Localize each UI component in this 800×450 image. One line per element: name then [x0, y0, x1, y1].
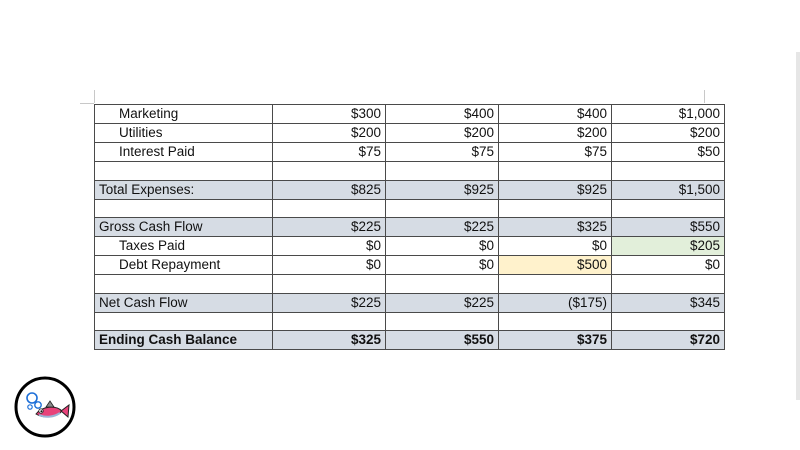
value-cell[interactable]: $0 — [273, 237, 386, 256]
table-row — [95, 199, 725, 218]
table-row — [95, 293, 725, 312]
row-label-cell[interactable] — [95, 312, 273, 331]
value-cell[interactable]: $75 — [273, 143, 386, 162]
row-label-cell[interactable]: Gross Cash Flow — [95, 218, 273, 237]
value-cell[interactable]: $75 — [499, 143, 612, 162]
row-label-cell[interactable]: Utilities — [95, 124, 273, 143]
value-cell[interactable]: $225 — [386, 293, 499, 312]
value-cell[interactable] — [499, 312, 612, 331]
value-cell[interactable]: $325 — [273, 331, 386, 350]
table-row — [95, 256, 725, 275]
value-cell[interactable]: $0 — [273, 256, 386, 275]
value-cell[interactable] — [273, 312, 386, 331]
value-cell[interactable]: $0 — [499, 237, 612, 256]
value-cell[interactable]: $50 — [612, 143, 725, 162]
value-cell[interactable]: $400 — [499, 105, 612, 124]
value-cell[interactable]: $200 — [273, 124, 386, 143]
value-cell[interactable]: $375 — [499, 331, 612, 350]
margin-guide-mark — [704, 90, 705, 103]
row-label-cell[interactable]: Marketing — [95, 105, 273, 124]
value-cell[interactable]: $0 — [386, 237, 499, 256]
value-cell[interactable] — [273, 162, 386, 181]
value-cell[interactable]: $225 — [273, 218, 386, 237]
value-cell[interactable]: $0 — [612, 256, 725, 275]
row-label-cell[interactable] — [95, 275, 273, 294]
value-cell[interactable]: $300 — [273, 105, 386, 124]
value-cell[interactable]: $225 — [273, 293, 386, 312]
table-row — [95, 143, 725, 162]
fish-mascot-icon — [14, 376, 76, 438]
table-row — [95, 275, 725, 294]
table-row — [95, 162, 725, 181]
cash-flow-table — [94, 104, 725, 350]
value-cell[interactable]: $1,500 — [612, 180, 725, 199]
value-cell[interactable]: $345 — [612, 293, 725, 312]
table-row — [95, 331, 725, 350]
value-cell[interactable] — [499, 275, 612, 294]
value-cell[interactable] — [386, 312, 499, 331]
row-label-cell[interactable]: Debt Repayment — [95, 256, 273, 275]
value-cell[interactable]: $550 — [612, 218, 725, 237]
table-row — [95, 180, 725, 199]
value-cell[interactable]: $200 — [499, 124, 612, 143]
value-cell[interactable] — [612, 162, 725, 181]
value-cell[interactable]: $550 — [386, 331, 499, 350]
value-cell[interactable]: $325 — [499, 218, 612, 237]
row-label-cell[interactable] — [95, 162, 273, 181]
row-label-cell[interactable]: Total Expenses: — [95, 180, 273, 199]
value-cell[interactable]: $75 — [386, 143, 499, 162]
value-cell[interactable]: $825 — [273, 180, 386, 199]
table-row — [95, 237, 725, 256]
value-cell[interactable]: ($175) — [499, 293, 612, 312]
value-cell[interactable]: $205 — [612, 237, 725, 256]
vertical-scrollbar[interactable] — [796, 52, 800, 400]
row-label-cell[interactable]: Net Cash Flow — [95, 293, 273, 312]
margin-guide-mark — [80, 103, 94, 104]
value-cell[interactable] — [612, 312, 725, 331]
value-cell[interactable]: $720 — [612, 331, 725, 350]
value-cell[interactable] — [612, 275, 725, 294]
table-row — [95, 218, 725, 237]
value-cell[interactable] — [386, 199, 499, 218]
row-label-cell[interactable]: Interest Paid — [95, 143, 273, 162]
row-label-cell[interactable] — [95, 199, 273, 218]
value-cell[interactable] — [499, 162, 612, 181]
value-cell[interactable]: $500 — [499, 256, 612, 275]
table-row — [95, 105, 725, 124]
value-cell[interactable] — [386, 275, 499, 294]
value-cell[interactable]: $200 — [612, 124, 725, 143]
value-cell[interactable]: $0 — [386, 256, 499, 275]
value-cell[interactable]: $925 — [386, 180, 499, 199]
margin-guide-mark — [94, 90, 95, 103]
table-row — [95, 312, 725, 331]
value-cell[interactable] — [612, 199, 725, 218]
value-cell[interactable]: $200 — [386, 124, 499, 143]
value-cell[interactable]: $1,000 — [612, 105, 725, 124]
table-row — [95, 124, 725, 143]
row-label-cell[interactable]: Taxes Paid — [95, 237, 273, 256]
value-cell[interactable]: $400 — [386, 105, 499, 124]
value-cell[interactable]: $925 — [499, 180, 612, 199]
row-label-cell[interactable]: Ending Cash Balance — [95, 331, 273, 350]
value-cell[interactable] — [386, 162, 499, 181]
value-cell[interactable]: $225 — [386, 218, 499, 237]
value-cell[interactable] — [273, 199, 386, 218]
value-cell[interactable] — [499, 199, 612, 218]
value-cell[interactable] — [273, 275, 386, 294]
